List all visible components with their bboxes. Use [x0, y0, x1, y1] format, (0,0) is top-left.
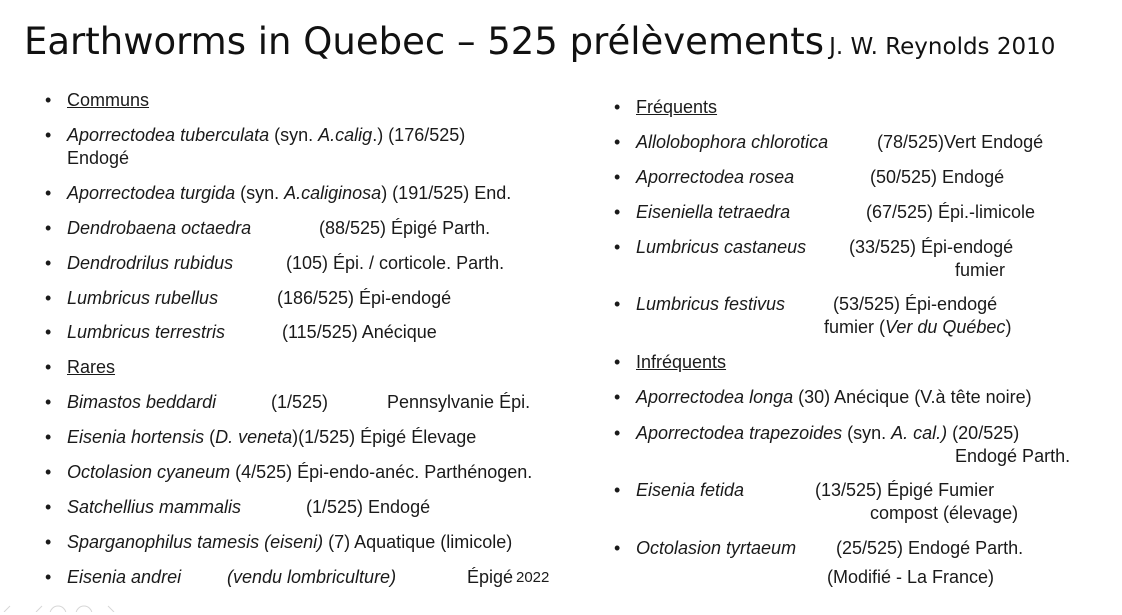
list-item: • Allolobophora chlorotica (78/525)Vert Endogé: [614, 132, 1044, 152]
list-item: • Dendrodrilus rubidus (105) Épi. / corticole. Parth.: [45, 253, 505, 273]
list-item: • Satchellius mammalis (1/525) Endogé: [45, 497, 431, 517]
list-item: • Sparganophilus tamesis (eiseni) (7) Aquatique (limicole): [45, 532, 513, 552]
species-name: Lumbricus festivus: [636, 294, 786, 314]
list-item-continuation: (Modifié - La France): [827, 567, 995, 587]
species-name: Aporrectodea trapezoides: [636, 423, 843, 443]
list-item: • Aporrectodea tuberculata (syn. A.calig.) (176/525): [45, 125, 466, 145]
species-name: Eisenia hortensis: [67, 427, 205, 447]
list-item: • Dendrobaena octaedra (88/525) Épigé Parth.: [45, 218, 491, 238]
communs-heading: Communs: [67, 90, 150, 110]
list-item: • Lumbricus rubellus (186/525) Épi-endogé: [45, 288, 452, 308]
list-item-continuation: Endogé: [67, 148, 130, 168]
species-name: Sparganophilus tamesis (eiseni): [67, 532, 324, 552]
slide-title: [24, 20, 1055, 63]
list-item: • Eisenia hortensis (D. veneta)(1/525) Épigé Élevage: [45, 427, 477, 447]
species-name: Eiseniella tetraedra: [636, 202, 791, 222]
list-item-continuation: compost (élevage): [870, 503, 1019, 523]
species-name: Lumbricus terrestris: [67, 322, 226, 342]
slide-nav-icon: [0, 600, 120, 612]
list-item-continuation: Endogé Parth.: [955, 446, 1071, 466]
communs-heading-item: • Communs: [45, 90, 150, 110]
species-name: Satchellius mammalis: [67, 497, 242, 517]
list-item: • Octolasion tyrtaeum (25/525) Endogé Parth.: [614, 538, 1024, 558]
species-name: Dendrobaena octaedra: [67, 218, 252, 238]
infrequents-heading-item: • Infréquents: [614, 352, 727, 372]
species-name: Eisenia fetida: [636, 480, 745, 500]
list-item: • Octolasion cyaneum (4/525) Épi-endo-anéc. Parthénogen.: [45, 462, 533, 482]
species-name: Aporrectodea longa: [636, 387, 794, 407]
species-name: Aporrectodea rosea: [636, 167, 795, 187]
slide-nav-controls[interactable]: [0, 600, 120, 612]
frequents-heading: Fréquents: [636, 97, 718, 117]
list-item: • Eiseniella tetraedra (67/525) Épi.-limicole: [614, 202, 1036, 222]
list-item: • Eisenia andrei (vendu lombriculture) Épigé 2022: [45, 567, 550, 587]
list-item: • Lumbricus terrestris (115/525) Anécique: [45, 322, 437, 342]
species-name: Bimastos beddardi: [67, 392, 217, 412]
list-item: • Aporrectodea rosea (50/525) Endogé: [614, 167, 1005, 187]
species-name: Eisenia andrei: [67, 567, 182, 587]
list-item-continuation: fumier: [955, 260, 1006, 280]
rares-heading: Rares: [67, 357, 116, 377]
list-item: • Lumbricus castaneus (33/525) Épi-endogé: [614, 237, 1014, 257]
infrequents-heading: Infréquents: [636, 352, 727, 372]
list-item: • Aporrectodea trapezoides (syn. A. cal.) (20/525): [614, 423, 1020, 443]
list-item: • Aporrectodea turgida (syn. A.caliginosa) (191/525) End.: [45, 183, 512, 203]
title-author: J. W. Reynolds 2010: [829, 34, 1056, 60]
species-name: Dendrodrilus rubidus: [67, 253, 234, 273]
rares-heading-item: • Rares: [45, 357, 116, 377]
list-item: • Bimastos beddardi (1/525) Pennsylvanie Épi.: [45, 392, 531, 412]
species-name: Aporrectodea turgida: [67, 183, 236, 203]
list-item: • Lumbricus festivus (53/525) Épi-endogé: [614, 294, 998, 314]
title-main: Earthworms in Quebec – 525 prélèvements: [24, 20, 824, 63]
species-name: Aporrectodea tuberculata: [67, 125, 270, 145]
species-name: Octolasion tyrtaeum: [636, 538, 797, 558]
list-item-continuation: fumier (Ver du Québec): [824, 317, 1012, 337]
list-item: • Aporrectodea longa (30) Anécique (V.à tête noire): [614, 387, 1032, 407]
list-item: • Eisenia fetida (13/525) Épigé Fumier: [614, 480, 995, 500]
species-name: Lumbricus castaneus: [636, 237, 807, 257]
frequents-heading-item: • Fréquents: [614, 97, 718, 117]
species-name: Lumbricus rubellus: [67, 288, 219, 308]
species-name: Octolasion cyaneum: [67, 462, 231, 482]
species-name: Allolobophora chlorotica: [636, 132, 829, 152]
